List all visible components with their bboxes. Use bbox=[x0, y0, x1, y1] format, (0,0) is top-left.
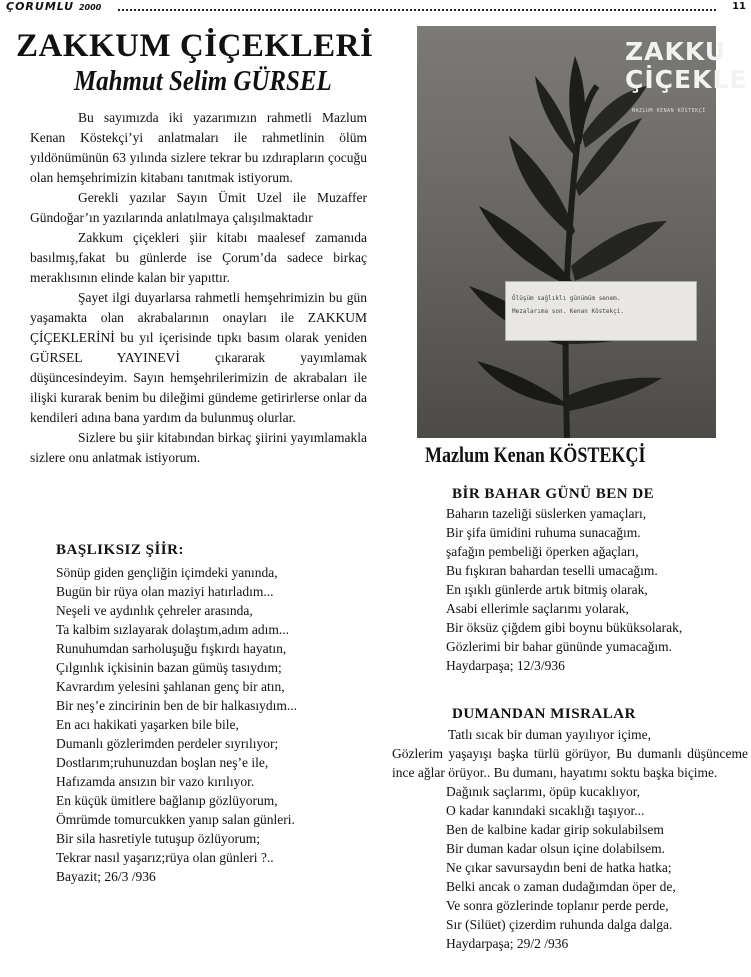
body-paragraph: Zakkum çiçekleri şiir kitabı maalesef zamanıda basılmış,fakat bu günlerde ise Çorum’da sadece birkaç meraklısının elinde kalan bir yapıttır. bbox=[30, 230, 367, 285]
poem-line: Tatlı sıcak bir duman yayılıyor içime, bbox=[448, 727, 652, 742]
poem-line: Dostlarım;ruhunuzdan boşlan neş’e ile, bbox=[56, 755, 269, 770]
poem-line: Asabi ellerimle saçlarımı yolarak, bbox=[446, 601, 629, 616]
body-paragraph: Sizlere bu şiir kitabından birkaç şiirini yayımlamakla sizlere onu anlatmak istiyorum. bbox=[30, 430, 367, 465]
plaque-text: Mezalarıma son. Kenan Köstekçi. bbox=[512, 308, 624, 315]
poem-line: Çılgınlık içkisinin bazan gümüş tasıydım; bbox=[56, 660, 282, 675]
page-number: 11 bbox=[732, 1, 746, 12]
poem-signature: Bayazit; 26/3 /936 bbox=[56, 869, 156, 884]
poem-line: şafağın pembeliği öperken ağaçları, bbox=[446, 544, 639, 559]
poem-signature: Haydarpaşa; 12/3/936 bbox=[446, 658, 565, 673]
poem-line: Tekrar nasıl yaşarız;rüya olan günleri ?.. bbox=[56, 850, 274, 865]
poem-verse bbox=[446, 782, 748, 953]
cover-title-line: ÇİÇEKLE bbox=[625, 65, 748, 94]
poem-line: Bir öksüz çiğdem gibi boynu büküksolarak, bbox=[446, 620, 683, 635]
poem-line: Belki ancak o zaman dudağımdan öper de, bbox=[446, 879, 676, 894]
article-title: ZAKKUM ÇİÇEKLERİ bbox=[16, 28, 374, 64]
poem-line: Sır (Silüet) çizerdim ruhunda dalga dalga. bbox=[446, 917, 673, 932]
poem-heading: DUMANDAN MISRALAR bbox=[452, 706, 636, 722]
cover-title-line: ZAKKU bbox=[625, 37, 727, 66]
poem-line: Bir sila hasretiyle tutuşup özlüyorum; bbox=[56, 831, 260, 846]
poem-heading: BİR BAHAR GÜNÜ BEN DE bbox=[452, 486, 655, 502]
body-paragraph: Gerekli yazılar Sayın Ümit Uzel ile Muzaffer Gündoğar’ın yazılarında anlatılmaya çalışılmaktadır bbox=[30, 190, 367, 225]
poem-bir-bahar-gunu bbox=[446, 486, 746, 675]
poem-line: Bir neş’e zincirinin ben de bir halkasıydım... bbox=[56, 698, 298, 713]
magazine-brand bbox=[6, 0, 101, 15]
header-dotted-rule bbox=[118, 9, 716, 11]
poem-line: Baharın tazeliği süslerken yamaçları, bbox=[446, 506, 647, 521]
poem-line: Neşeli ve aydınlık çehreler arasında, bbox=[56, 603, 253, 618]
poem-dumandan-misralar bbox=[392, 706, 748, 953]
cover-plaque bbox=[505, 281, 697, 341]
poem-line: Bir şifa ümidini ruhuma sunacağım. bbox=[446, 525, 641, 540]
poem-line: En ışıklı günlerde artık bitmiş olarak, bbox=[446, 582, 648, 597]
article-author: Mahmut Selim GÜRSEL bbox=[74, 65, 332, 97]
cover-author: MAZLUM KENAN KÖSTEKÇİ bbox=[632, 108, 706, 114]
cover-title bbox=[625, 37, 748, 94]
article-body bbox=[30, 108, 367, 468]
poem-line: Gözlerimi bir bahar gününde yumacağım. bbox=[446, 639, 673, 654]
body-paragraph: Bu sayımızda iki yazarımızın rahmetli Mazlum Kenan Köstekçi’yi anlatmaları ile rahmetlinin ölüm yıldönümünün 63 yılında sizlere tekrar bu ızdırapların çocuğu olan hemşehrimizin kitabanı tanıtmak istiyorum. bbox=[30, 110, 367, 185]
poem-line: Bu fışkıran bahardan teselli umacağım. bbox=[446, 563, 658, 578]
poem-line: Ta kalbim sızlayarak dolaştım,adım adım... bbox=[56, 622, 289, 637]
poem-line: En küçük ümitlere bağlanıp gözlüyorum, bbox=[56, 793, 278, 808]
poem-line: Kavrardım yelesini şahlanan genç bir atın, bbox=[56, 679, 285, 694]
poem-line: Ben de kalbine kadar girip sokulabilsem bbox=[446, 822, 664, 837]
brand-name: ÇORUMLU bbox=[6, 0, 75, 13]
poem-prose: Gözlerim yaşayışı başka türlü görüyor, Bu dumanlı düşünceme ince ağlar örüyor.. Bu dumanı, hayatımı soktu başka biçime. bbox=[392, 746, 748, 780]
poem-line: Dağınık saçlarımı, öpüp kucaklıyor, bbox=[446, 784, 641, 799]
poem-line: Ömrümde tomurcukken yanıp salan günleri. bbox=[56, 812, 295, 827]
poem-line: Ne çıkar savursaydın beni de hatka hatka; bbox=[446, 860, 672, 875]
poem-line: Hafızamda ansızın bir vazo kırılıyor. bbox=[56, 774, 255, 789]
issue-year: 2000 bbox=[78, 3, 102, 12]
page-header bbox=[6, 0, 746, 14]
poem-signature: Haydarpaşa; 29/2 /936 bbox=[446, 936, 569, 951]
poem-line: En acı hakikati yaşarken bile bile, bbox=[56, 717, 239, 732]
poem-line: Ve sonra gözlerinde toplanır perde perde, bbox=[446, 898, 669, 913]
book-cover-photo bbox=[417, 26, 748, 438]
poem-line: Bir duman kadar olsun içine dolabilsem. bbox=[446, 841, 665, 856]
poem-untitled bbox=[56, 542, 376, 886]
poem-heading: BAŞLIKSIZ ŞİİR: bbox=[56, 542, 184, 558]
poem-line: Runuhumdan sarholuşuğu fışkırdı hayatın, bbox=[56, 641, 287, 656]
poem-line: Sönüp giden gençliğin içimdeki yanında, bbox=[56, 565, 278, 580]
poem-line: Dumanlı gözlerimden perdeler sıyrılıyor; bbox=[56, 736, 279, 751]
photo-caption: Mazlum Kenan KÖSTEKÇİ bbox=[425, 442, 646, 467]
poem-line: Bugün bir rüya olan maziyi hatırladım... bbox=[56, 584, 274, 599]
plaque-text: Ölüşüm sağlıklı günümüm senem. bbox=[512, 295, 621, 302]
poem-line: O kadar kanındaki sıcaklığı taşıyor... bbox=[446, 803, 645, 818]
body-paragraph: Şayet ilgi duyarlarsa rahmetli hemşehrimizin bu gün yaşamakta olan akrabalarının onayları ile ZAKKUM ÇİÇEKLERİNİ bu yıl içerisinde tıpkı basım olarak yeniden GÜRSEL YAYINEVİ çıkararak yayımlamak düşüncesindeyim. Sayın hemşehrilerimizin de akrabaları ile ilişki kurarak benim bu dileğimi gündeme getirirlerse onlar da kendileri adına bana yardım da bulunmuş olurlar. bbox=[30, 290, 367, 425]
